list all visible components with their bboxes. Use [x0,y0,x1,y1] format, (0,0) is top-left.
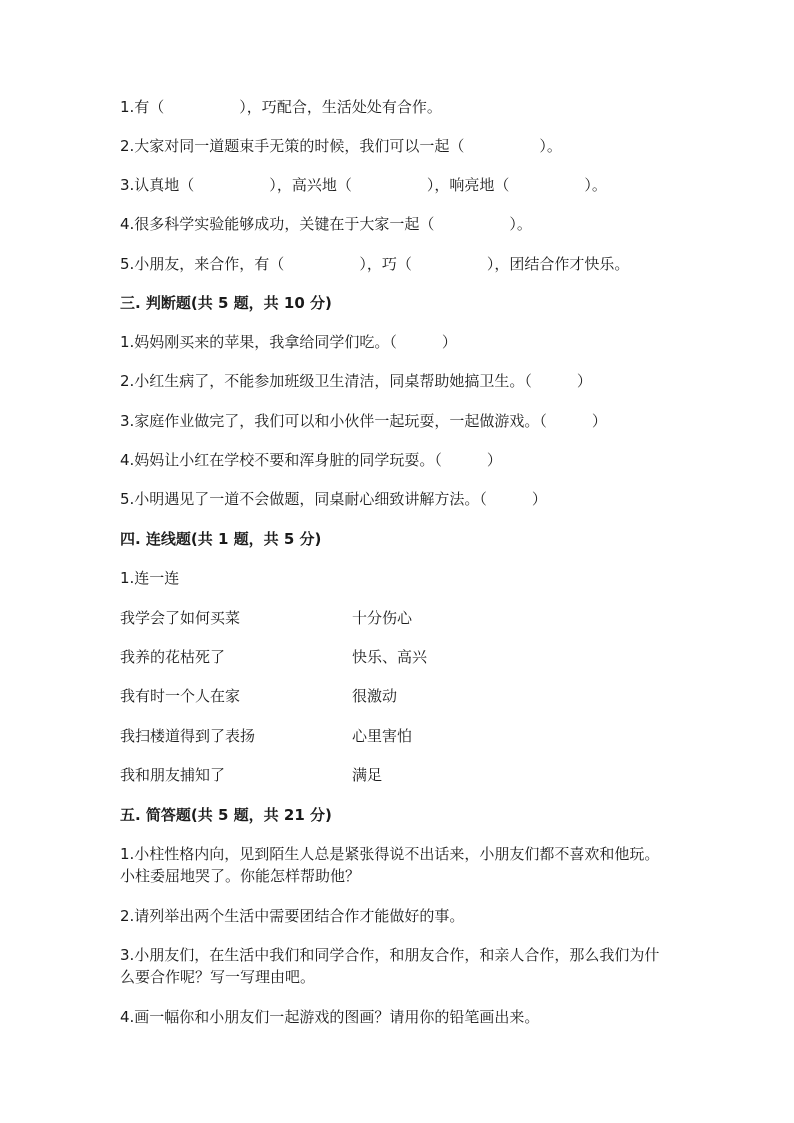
matching-right-1: 十分伤心 [352,609,413,627]
short-answer-section-title: 五. 简答题(共 5 题，共 21 分) [120,806,332,824]
judgment-item-5: 5.小明遇见了一道不会做题，同桌耐心细致讲解方法。（ ） [120,490,547,508]
judgment-item-2: 2.小红生病了，不能参加班级卫生清洁，同桌帮助她搞卫生。（ ） [120,372,592,390]
judgment-section-title: 三. 判断题(共 5 题，共 10 分) [120,294,332,312]
judgment-item-3: 3.家庭作业做完了，我们可以和小伙伴一起玩耍，一起做游戏。（ ） [120,412,607,430]
fill-blank-item-2: 2.大家对同一道题束手无策的时候，我们可以一起（ ）。 [120,137,562,155]
fill-blank-item-3: 3.认真地（ ），高兴地（ ），响亮地（ ）。 [120,176,607,194]
matching-right-2: 快乐、高兴 [352,648,428,666]
matching-right-4: 心里害怕 [352,727,413,745]
matching-left-4: 我扫楼道得到了表扬 [120,727,256,745]
matching-left-3: 我有时一个人在家 [120,687,241,705]
short-answer-item-3: 3.小朋友们，在生活中我们和同学合作，和朋友合作，和亲人合作，那么我们为什么要合作呢？写一写理由吧。 [120,946,660,986]
matching-right-3: 很激动 [352,687,398,705]
short-answer-item-2: 2.请列举出两个生活中需要团结合作才能做好的事。 [120,907,465,925]
fill-blank-item-5: 5.小朋友，来合作，有（ ），巧（ ），团结合作才快乐。 [120,255,630,273]
fill-blank-item-1: 1.有（ ），巧配合，生活处处有合作。 [120,98,442,116]
judgment-item-1: 1.妈妈刚买来的苹果，我拿给同学们吃。（ ） [120,333,457,351]
matching-left-1: 我学会了如何买菜 [120,609,241,627]
matching-left-2: 我养的花枯死了 [120,648,226,666]
short-answer-item-1: 1.小柱性格内向，见到陌生人总是紧张得说不出话来，小朋友们都不喜欢和他玩。小柱委屈地哭了。你能怎样帮助他？ [120,845,660,885]
short-answer-item-4: 4.画一幅你和小朋友们一起游戏的图画？请用你的铅笔画出来。 [120,1008,540,1026]
judgment-item-4: 4.妈妈让小红在学校不要和浑身脏的同学玩耍。（ ） [120,451,502,469]
matching-left-5: 我和朋友捕知了 [120,766,226,784]
matching-section-title: 四. 连线题(共 1 题，共 5 分) [120,530,322,548]
matching-question: 1.连一连 [120,569,180,587]
matching-right-5: 满足 [352,766,383,784]
fill-blank-item-4: 4.很多科学实验能够成功，关键在于大家一起（ ）。 [120,215,532,233]
